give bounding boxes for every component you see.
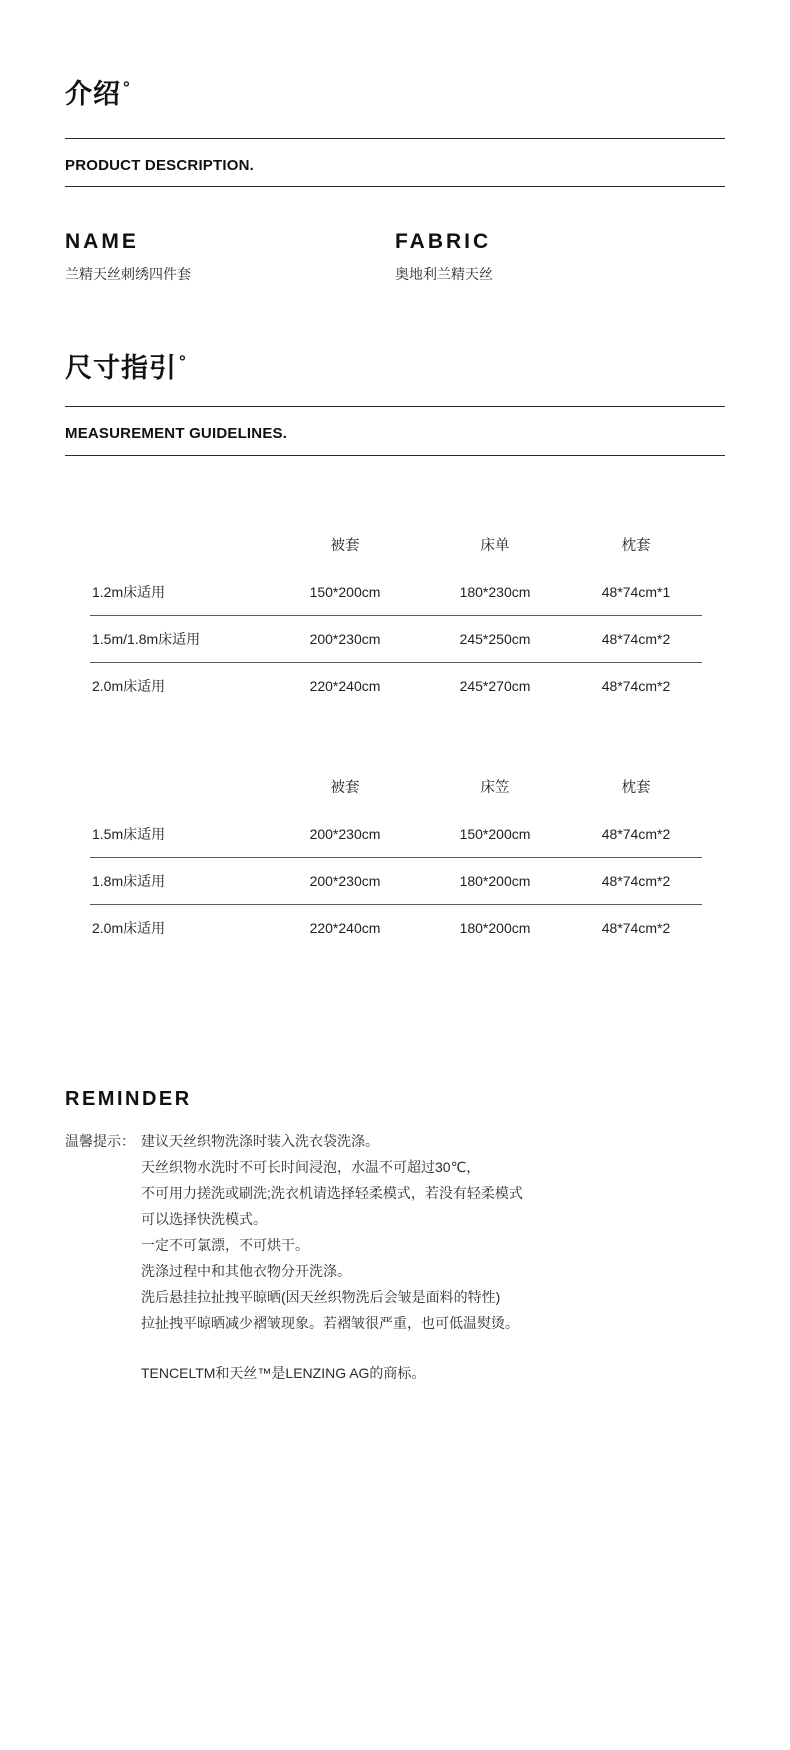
table-head (90, 528, 702, 569)
table-cell: 1.8m床适用 (92, 873, 166, 889)
reminder-key: 温馨提示： (65, 1133, 135, 1149)
table-cell: 48*74cm*2 (601, 678, 671, 694)
reminder-line: 一定不可氯漂，不可烘干。 (141, 1237, 309, 1253)
table-cell: 48*74cm*1 (601, 584, 671, 600)
intro-heading-text: 介绍 (65, 79, 121, 109)
product-info-name (65, 228, 395, 285)
reminder-line: 拉扯拽平晾晒减少褶皱现象。若褶皱很严重，也可低温熨烫。 (141, 1315, 519, 1331)
table-header-cell: 被套 (330, 780, 360, 796)
table-cell: 48*74cm*2 (601, 920, 671, 936)
table-cell: 220*240cm (309, 920, 381, 936)
reminder-heading: REMINDER (65, 1088, 192, 1110)
intro-rule-bottom (65, 186, 725, 187)
measurement-heading (65, 352, 187, 384)
reminder-line: 可以选择快洗模式。 (141, 1211, 267, 1227)
table-header-row (90, 770, 702, 811)
table-cell: 220*240cm (309, 678, 381, 694)
product-info-grid (65, 228, 725, 285)
table-header-cell: 床单 (480, 538, 510, 554)
table-header-row (90, 528, 702, 569)
reminder-body (65, 1128, 725, 1386)
table-row (90, 616, 702, 663)
table-cell: 200*230cm (309, 631, 381, 647)
table-body (90, 811, 702, 951)
table-header-cell: 枕套 (621, 780, 651, 796)
table-cell: 2.0m床适用 (92, 920, 166, 936)
reminder-line: 天丝织物水洗时不可长时间浸泡，水温不可超过30℃， (141, 1159, 481, 1175)
table-row (90, 858, 702, 905)
size-table-flat-sheet (90, 528, 702, 709)
reminder-first-row (65, 1128, 725, 1386)
name-label: NAME (65, 230, 139, 253)
table-head (90, 770, 702, 811)
table-body (90, 569, 702, 709)
table-header-cell: 被套 (330, 538, 360, 554)
table-cell: 1.5m/1.8m床适用 (92, 631, 201, 647)
table-cell: 1.5m床适用 (92, 826, 166, 842)
table-cell: 180*200cm (459, 873, 531, 889)
table-header-cell (90, 528, 270, 569)
table-cell: 48*74cm*2 (601, 873, 671, 889)
table-row (90, 663, 702, 710)
reminder-trademark: TENCELTM和天丝™是LENZING AG的商标。 (141, 1365, 426, 1381)
fabric-value: 奥地利兰精天丝 (395, 266, 493, 283)
measurement-subtitle: MEASUREMENT GUIDELINES. (65, 425, 288, 442)
table-cell: 150*200cm (459, 826, 531, 842)
table-cell: 200*230cm (309, 873, 381, 889)
table-cell: 150*200cm (309, 584, 381, 600)
measurement-rule-bottom (65, 455, 725, 456)
product-info-fabric (395, 228, 725, 285)
reminder-lines (141, 1128, 725, 1386)
table-row (90, 811, 702, 858)
reminder-spacer (141, 1336, 725, 1360)
reminder-line: 建议天丝织物洗涤时装入洗衣袋洗涤。 (141, 1133, 379, 1149)
measurement-heading-text: 尺寸指引 (65, 353, 177, 383)
name-value: 兰精天丝刺绣四件套 (65, 266, 191, 283)
intro-heading-degree: ° (123, 78, 131, 97)
table-header-cell: 床笠 (480, 780, 510, 796)
reminder-line: 洗后悬挂拉扯拽平晾晒(因天丝织物洗后会皱是面料的特性) (141, 1289, 501, 1305)
table-cell: 180*200cm (459, 920, 531, 936)
table-cell: 245*250cm (459, 631, 531, 647)
measurement-heading-degree: ° (179, 352, 187, 371)
table-row (90, 905, 702, 952)
intro-heading (65, 78, 131, 110)
table-cell: 48*74cm*2 (601, 826, 671, 842)
fabric-label: FABRIC (395, 230, 492, 253)
table-cell: 2.0m床适用 (92, 678, 166, 694)
table-cell: 48*74cm*2 (601, 631, 671, 647)
table-cell: 1.2m床适用 (92, 584, 166, 600)
table-cell: 200*230cm (309, 826, 381, 842)
table-cell: 180*230cm (459, 584, 531, 600)
intro-subtitle: PRODUCT DESCRIPTION. (65, 157, 255, 174)
reminder-line: 不可用力搓洗或刷洗;洗衣机请选择轻柔模式，若没有轻柔模式 (141, 1185, 523, 1201)
table-row (90, 569, 702, 616)
table-cell: 245*270cm (459, 678, 531, 694)
table-header-cell (90, 770, 270, 811)
reminder-line: 洗涤过程中和其他衣物分开洗涤。 (141, 1263, 351, 1279)
size-table-fitted-sheet (90, 770, 702, 951)
measurement-rule-top (65, 406, 725, 407)
intro-rule-top (65, 138, 725, 139)
table-header-cell: 枕套 (621, 538, 651, 554)
